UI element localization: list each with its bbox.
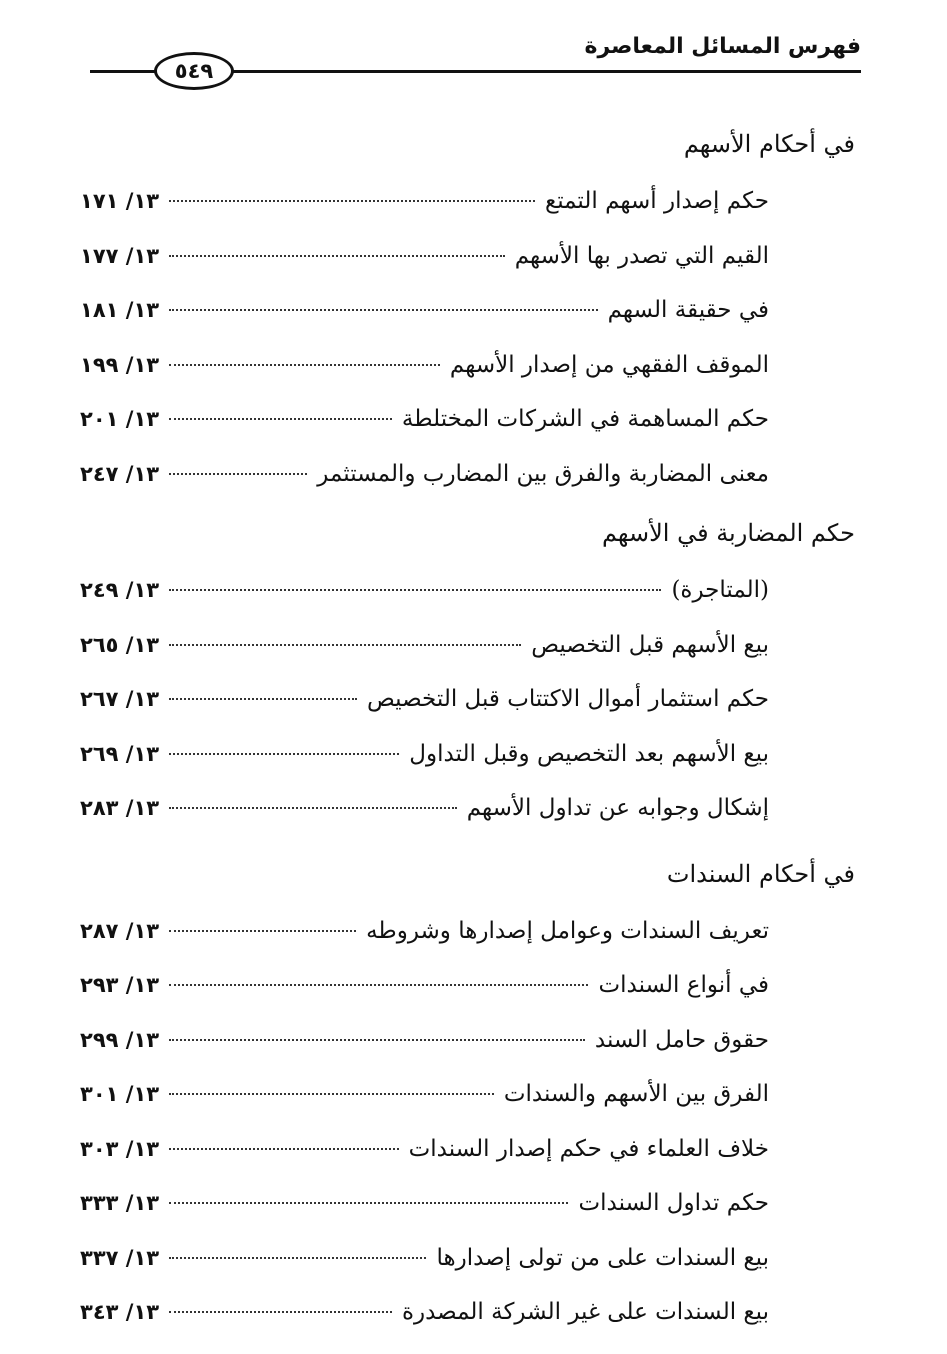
entry-title: حكم استثمار أموال الاكتتاب قبل التخصيص — [366, 686, 769, 712]
entry-title: بيع السندات على من تولى إصدارها — [436, 1244, 769, 1271]
page-number-badge: ٥٤٩ — [154, 52, 234, 90]
entry-page-ref: ١٣/ ٢٦٧ — [80, 687, 160, 711]
index-entry — [80, 727, 855, 782]
entry-page-ref: ١٣/ ٣٣٧ — [80, 1245, 160, 1270]
dot-leader — [169, 1039, 585, 1041]
entry-page-ref: ١٣/ ٢٦٩ — [80, 741, 160, 766]
entry-page-ref: ١٣/ ٢٨٣ — [80, 796, 160, 820]
entry-title: إشكال وجوابه عن تداول الأسهم — [466, 795, 769, 821]
entry-page-ref: ١٣/ ٢٤٧ — [80, 461, 160, 486]
dot-leader — [169, 1202, 568, 1204]
header-title: فهرس المسائل المعاصرة — [584, 34, 861, 59]
dot-leader — [169, 698, 357, 700]
dot-leader — [169, 1257, 426, 1259]
index-section — [80, 507, 855, 836]
entry-page-ref: ١٣/ ١٨١ — [80, 298, 160, 322]
entry-title: معنى المضاربة والفرق بين المضارب والمستثمر — [317, 460, 769, 487]
entry-page-ref: ١٣/ ٢٤٩ — [80, 578, 160, 602]
dot-leader — [169, 1148, 399, 1150]
entry-page-ref: ١٣/ ٣٣٣ — [80, 1191, 160, 1215]
dot-leader — [169, 930, 356, 932]
section-title: في أحكام الأسهم — [683, 130, 855, 158]
index-entry — [80, 1013, 855, 1068]
page-header — [90, 30, 861, 100]
index-entry — [80, 781, 855, 836]
entry-page-ref: ١٣/ ٣٠١ — [80, 1082, 160, 1106]
entry-page-ref: ١٣/ ١٩٩ — [80, 352, 160, 377]
entry-title: في أنواع السندات — [598, 972, 769, 998]
index-entry — [80, 958, 855, 1013]
dot-leader — [169, 1311, 392, 1313]
dot-leader — [169, 984, 588, 986]
entry-page-ref: ١٣/ ٢٩٣ — [80, 973, 160, 997]
section-title: في أحكام السندات — [666, 859, 855, 888]
dot-leader — [169, 200, 535, 202]
entry-title: حقوق حامل السند — [594, 1026, 769, 1053]
entry-title: خلاف العلماء في حكم إصدار السندات — [408, 1135, 769, 1162]
entry-title: الفرق بين الأسهم والسندات — [503, 1081, 769, 1107]
dot-leader — [169, 753, 399, 755]
entry-page-ref: ١٣/ ٢٦٥ — [80, 632, 160, 657]
entry-page-ref: ١٣/ ٣٤٣ — [80, 1300, 160, 1324]
index-entry — [80, 1231, 855, 1286]
dot-leader — [169, 807, 457, 809]
entry-page-ref: ١٣/ ١٧٧ — [80, 243, 160, 268]
index-entry — [80, 563, 855, 618]
entry-title: حكم تداول السندات — [578, 1190, 769, 1216]
entry-title: في حقيقة السهم — [607, 297, 769, 323]
index-entry — [80, 447, 855, 502]
entry-page-ref: ١٣/ ٢٠١ — [80, 407, 160, 431]
entry-title: بيع السندات على غير الشركة المصدرة — [401, 1299, 769, 1325]
index-section — [80, 848, 855, 1340]
index-section — [80, 118, 855, 501]
dot-leader — [169, 589, 661, 591]
entry-page-ref: ١٣/ ٢٨٧ — [80, 918, 160, 943]
dot-leader — [169, 255, 505, 257]
dot-leader — [169, 473, 307, 475]
dot-leader — [169, 309, 598, 311]
index-entry — [80, 904, 855, 959]
dot-leader — [169, 1093, 494, 1095]
index-entry — [80, 1176, 855, 1231]
index-entry — [80, 174, 855, 229]
index-entry — [80, 1122, 855, 1177]
index-entry — [80, 1285, 855, 1340]
entry-page-ref: ١٣/ ٣٠٣ — [80, 1136, 160, 1161]
dot-leader — [169, 418, 392, 420]
entry-title: حكم إصدار أسهم التمتع — [544, 188, 769, 214]
index-entry — [80, 1067, 855, 1122]
index-entry — [80, 338, 855, 393]
entry-title: (المتاجرة) — [671, 577, 769, 603]
index-entry — [80, 283, 855, 338]
index-entry — [80, 392, 855, 447]
entry-title: بيع الأسهم قبل التخصيص — [531, 631, 769, 658]
entry-title: تعريف السندات وعوامل إصدارها وشروطه — [366, 917, 769, 944]
entry-page-ref: ١٣/ ١٧١ — [80, 189, 160, 213]
index-content — [80, 118, 855, 1340]
entry-title: بيع الأسهم بعد التخصيص وقبل التداول — [409, 740, 769, 767]
entry-page-ref: ١٣/ ٢٩٩ — [80, 1027, 160, 1052]
entry-title: الموقف الفقهي من إصدار الأسهم — [449, 351, 769, 378]
entry-title: حكم المساهمة في الشركات المختلطة — [401, 406, 769, 432]
section-title: حكم المضاربة في الأسهم — [601, 519, 855, 547]
entry-title: القيم التي تصدر بها الأسهم — [514, 242, 769, 269]
index-entry — [80, 229, 855, 284]
dot-leader — [169, 364, 440, 366]
index-entry — [80, 672, 855, 727]
index-entry — [80, 618, 855, 673]
dot-leader — [169, 644, 521, 646]
